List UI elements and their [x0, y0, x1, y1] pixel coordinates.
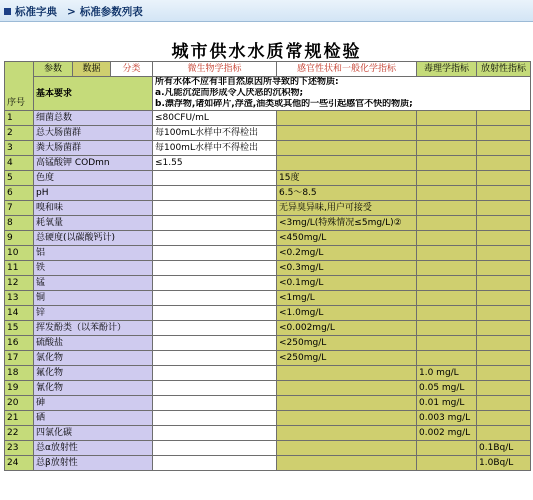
- row-toxic-value: [417, 441, 477, 456]
- row-index: 10: [5, 246, 34, 261]
- row-toxic-value: [417, 291, 477, 306]
- table-row: [5, 171, 531, 186]
- row-param-name: 氟化物: [34, 366, 153, 381]
- table-row: [5, 156, 531, 171]
- group-header-sensory: 感官性状和一般化学指标: [277, 62, 417, 77]
- basic-requirement-label: 基本要求: [34, 77, 153, 111]
- row-index: 8: [5, 216, 34, 231]
- row-radio-value: [477, 351, 531, 366]
- row-sensory-value: <0.1mg/L: [277, 276, 417, 291]
- row-index: 12: [5, 276, 34, 291]
- table-row: [5, 306, 531, 321]
- row-index: 18: [5, 366, 34, 381]
- basic-requirement-row: [5, 77, 531, 111]
- row-micro-value: [153, 291, 277, 306]
- row-toxic-value: [417, 306, 477, 321]
- index-header: 序号: [5, 62, 34, 111]
- row-index: 9: [5, 231, 34, 246]
- row-micro-value: [153, 171, 277, 186]
- basic-line: a.凡能沉淀而形成令人厌恶的沉积物;: [155, 88, 304, 98]
- row-toxic-value: [417, 171, 477, 186]
- row-sensory-value: <250mg/L: [277, 336, 417, 351]
- row-index: 11: [5, 261, 34, 276]
- row-toxic-value: [417, 156, 477, 171]
- breadcrumb-bar: [0, 0, 533, 22]
- table-row: [5, 351, 531, 366]
- row-index: 7: [5, 201, 34, 216]
- row-radio-value: [477, 261, 531, 276]
- row-param-name: 锌: [34, 306, 153, 321]
- row-toxic-value: [417, 186, 477, 201]
- row-index: 6: [5, 186, 34, 201]
- header-row: [5, 62, 531, 77]
- row-radio-value: [477, 156, 531, 171]
- row-toxic-value: 0.003 mg/L: [417, 411, 477, 426]
- table-row: [5, 141, 531, 156]
- standards-table: [4, 61, 531, 471]
- row-radio-value: [477, 171, 531, 186]
- row-toxic-value: [417, 231, 477, 246]
- row-param-name: 铝: [34, 246, 153, 261]
- row-micro-value: [153, 456, 277, 471]
- row-micro-value: [153, 216, 277, 231]
- row-radio-value: [477, 246, 531, 261]
- group-header-radio: 放射性指标: [477, 62, 531, 77]
- row-index: 15: [5, 321, 34, 336]
- row-sensory-value: <1.0mg/L: [277, 306, 417, 321]
- row-sensory-value: <3mg/L(特殊情况≤5mg/L)②: [277, 216, 417, 231]
- row-toxic-value: [417, 276, 477, 291]
- row-sensory-value: [277, 156, 417, 171]
- row-micro-value: [153, 261, 277, 276]
- table-row: [5, 381, 531, 396]
- param-header: 参数: [34, 62, 73, 77]
- row-radio-value: [477, 411, 531, 426]
- table-row: [5, 231, 531, 246]
- row-radio-value: [477, 216, 531, 231]
- row-param-name: 色度: [34, 171, 153, 186]
- table-row: [5, 201, 531, 216]
- row-micro-value: [153, 426, 277, 441]
- row-sensory-value: [277, 111, 417, 126]
- row-index: 13: [5, 291, 34, 306]
- table-row: [5, 186, 531, 201]
- row-toxic-value: [417, 141, 477, 156]
- row-param-name: 总大肠菌群: [34, 126, 153, 141]
- row-param-name: 硒: [34, 411, 153, 426]
- row-sensory-value: [277, 381, 417, 396]
- row-radio-value: [477, 126, 531, 141]
- row-radio-value: [477, 111, 531, 126]
- row-sensory-value: <450mg/L: [277, 231, 417, 246]
- bullet-square-icon: [4, 8, 11, 15]
- row-micro-value: [153, 321, 277, 336]
- row-param-name: pH: [34, 186, 153, 201]
- row-index: 19: [5, 381, 34, 396]
- row-toxic-value: [417, 351, 477, 366]
- table-row: [5, 441, 531, 456]
- table-row: [5, 111, 531, 126]
- row-sensory-value: [277, 396, 417, 411]
- row-radio-value: [477, 336, 531, 351]
- row-toxic-value: [417, 111, 477, 126]
- row-sensory-value: [277, 411, 417, 426]
- row-micro-value: [153, 381, 277, 396]
- row-radio-value: [477, 291, 531, 306]
- row-index: 14: [5, 306, 34, 321]
- row-param-name: 硫酸盐: [34, 336, 153, 351]
- row-micro-value: [153, 201, 277, 216]
- table-row: [5, 366, 531, 381]
- row-param-name: 铜: [34, 291, 153, 306]
- page-title: 城市供水水质常规检验: [171, 42, 362, 62]
- table-row: [5, 126, 531, 141]
- row-radio-value: [477, 201, 531, 216]
- row-radio-value: [477, 276, 531, 291]
- table-row: [5, 246, 531, 261]
- row-sensory-value: [277, 141, 417, 156]
- row-micro-value: [153, 441, 277, 456]
- basic-line: 所有水体不应有非自然原因所导致的下述物质:: [155, 77, 339, 87]
- group-header-toxic: 毒理学指标: [417, 62, 477, 77]
- row-param-name: 高锰酸钾 CODmn: [34, 156, 153, 171]
- row-radio-value: 0.1Bq/L: [477, 441, 531, 456]
- row-micro-value: [153, 396, 277, 411]
- row-sensory-value: [277, 441, 417, 456]
- row-index: 2: [5, 126, 34, 141]
- row-micro-value: [153, 231, 277, 246]
- row-toxic-value: [417, 216, 477, 231]
- row-param-name: 砷: [34, 396, 153, 411]
- table-row: [5, 261, 531, 276]
- row-param-name: 铁: [34, 261, 153, 276]
- table-row: [5, 456, 531, 471]
- row-param-name: 氰化物: [34, 381, 153, 396]
- row-sensory-value: 无异臭异味,用户可接受: [277, 201, 417, 216]
- row-param-name: 锰: [34, 276, 153, 291]
- row-sensory-value: <0.2mg/L: [277, 246, 417, 261]
- row-radio-value: [477, 306, 531, 321]
- breadcrumb: [4, 4, 143, 19]
- basic-requirement-text: [153, 77, 531, 111]
- row-index: 4: [5, 156, 34, 171]
- row-toxic-value: [417, 126, 477, 141]
- row-index: 21: [5, 411, 34, 426]
- data-header: 数据: [73, 62, 111, 77]
- row-param-name: 嗅和味: [34, 201, 153, 216]
- row-toxic-value: [417, 321, 477, 336]
- breadcrumb-current-link[interactable]: 标准参数列表: [79, 6, 143, 18]
- row-toxic-value: [417, 201, 477, 216]
- row-toxic-value: [417, 246, 477, 261]
- breadcrumb-separator: >: [67, 5, 76, 18]
- row-radio-value: [477, 426, 531, 441]
- row-param-name: 挥发酚类（以苯酚计）: [34, 321, 153, 336]
- group-header-micro: 微生物学指标: [153, 62, 277, 77]
- row-toxic-value: 0.01 mg/L: [417, 396, 477, 411]
- row-radio-value: [477, 321, 531, 336]
- row-micro-value: [153, 366, 277, 381]
- row-toxic-value: 1.0 mg/L: [417, 366, 477, 381]
- row-micro-value: ≤80CFU/mL: [153, 111, 277, 126]
- basic-line: b.漂浮物,诸如碎片,浮渣,油类或其他的一些引起感官不快的物质;: [155, 99, 413, 109]
- row-toxic-value: [417, 261, 477, 276]
- row-toxic-value: [417, 336, 477, 351]
- row-radio-value: [477, 141, 531, 156]
- table-row: [5, 216, 531, 231]
- row-sensory-value: <250mg/L: [277, 351, 417, 366]
- row-micro-value: [153, 411, 277, 426]
- row-index: 20: [5, 396, 34, 411]
- table-row: [5, 321, 531, 336]
- row-param-name: 细菌总数: [34, 111, 153, 126]
- row-toxic-value: 0.05 mg/L: [417, 381, 477, 396]
- table-row: [5, 276, 531, 291]
- row-micro-value: [153, 351, 277, 366]
- row-micro-value: [153, 186, 277, 201]
- row-param-name: 氯化物: [34, 351, 153, 366]
- row-micro-value: [153, 276, 277, 291]
- row-micro-value: 每100mL水样中不得检出: [153, 126, 277, 141]
- row-index: 1: [5, 111, 34, 126]
- row-sensory-value: [277, 126, 417, 141]
- row-index: 16: [5, 336, 34, 351]
- row-radio-value: [477, 396, 531, 411]
- row-param-name: 粪大肠菌群: [34, 141, 153, 156]
- row-index: 22: [5, 426, 34, 441]
- row-toxic-value: 0.002 mg/L: [417, 426, 477, 441]
- row-sensory-value: <0.002mg/L: [277, 321, 417, 336]
- table-row: [5, 396, 531, 411]
- row-index: 24: [5, 456, 34, 471]
- table-row: [5, 426, 531, 441]
- row-index: 23: [5, 441, 34, 456]
- row-radio-value: [477, 366, 531, 381]
- row-sensory-value: [277, 366, 417, 381]
- category-header: 分类: [111, 62, 153, 77]
- row-sensory-value: <1mg/L: [277, 291, 417, 306]
- row-micro-value: 每100mL水样中不得检出: [153, 141, 277, 156]
- row-sensory-value: [277, 456, 417, 471]
- row-micro-value: [153, 246, 277, 261]
- row-toxic-value: [417, 456, 477, 471]
- row-index: 5: [5, 171, 34, 186]
- row-param-name: 总α放射性: [34, 441, 153, 456]
- row-radio-value: [477, 186, 531, 201]
- row-radio-value: [477, 231, 531, 246]
- row-sensory-value: 15度: [277, 171, 417, 186]
- row-micro-value: [153, 306, 277, 321]
- row-radio-value: [477, 381, 531, 396]
- row-param-name: 耗氧量: [34, 216, 153, 231]
- breadcrumb-home-link[interactable]: 标准字典: [15, 6, 57, 18]
- table-row: [5, 411, 531, 426]
- row-micro-value: [153, 336, 277, 351]
- row-index: 17: [5, 351, 34, 366]
- table-row: [5, 336, 531, 351]
- table-row: [5, 291, 531, 306]
- row-index: 3: [5, 141, 34, 156]
- row-micro-value: ≤1.55: [153, 156, 277, 171]
- row-sensory-value: <0.3mg/L: [277, 261, 417, 276]
- row-radio-value: 1.0Bq/L: [477, 456, 531, 471]
- row-param-name: 总硬度(以碳酸钙计): [34, 231, 153, 246]
- row-param-name: 总β放射性: [34, 456, 153, 471]
- row-sensory-value: 6.5～8.5: [277, 186, 417, 201]
- row-sensory-value: [277, 426, 417, 441]
- row-param-name: 四氯化碳: [34, 426, 153, 441]
